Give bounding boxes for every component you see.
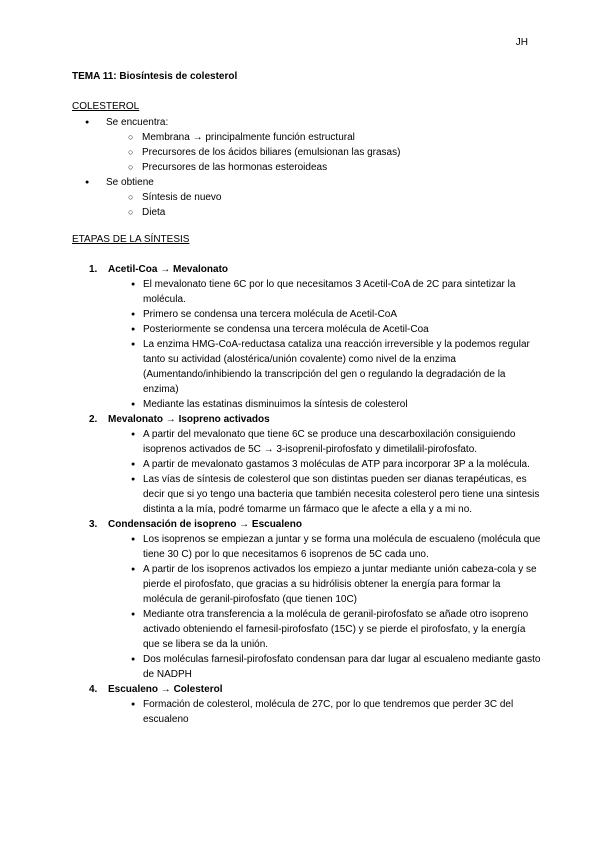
step-bullet: ● Primero se condensa una tercera molécula de Acetil-CoA xyxy=(108,307,542,322)
step-bullets xyxy=(108,532,542,682)
page-title xyxy=(72,71,237,82)
step-item xyxy=(72,262,542,412)
step-number: 3. xyxy=(89,519,98,530)
sublist-item: ○ Dieta xyxy=(106,205,532,220)
step-bullet: ● La enzima HMG-CoA-reductasa cataliza una reacción irreversible y la podemos regular tanto su actividad (alostérica/unión covalente) como nivel de la enzima (Aumentando/inhibiendo la transcripción del gen o regulando la degradación de la enzima) xyxy=(108,337,542,397)
list-item-label: Se obtiene xyxy=(106,177,154,188)
section-heading-etapas: ETAPAS DE LA SÍNTESIS xyxy=(72,234,190,245)
list-item-label: Se encuentra: xyxy=(106,117,169,128)
section-heading-colesterol: COLESTEROL xyxy=(72,101,140,112)
author-initials: JH xyxy=(515,37,528,48)
sublist-item: ○ Precursores de las hormonas esteroideas xyxy=(106,160,532,175)
step-bullet: ● Posteriormente se condensa una tercera molécula de Acetil-Coa xyxy=(108,322,542,337)
step-title: Acetil-Coa → Mevalonato xyxy=(108,264,229,275)
step-number: 2. xyxy=(89,414,98,425)
title-topic-name: Biosíntesis de colesterol xyxy=(116,71,238,82)
step-bullet: ● Mediante otra transferencia a la molécula de geranil-pirofosfato se añade otro isopreno activado obteniendo el farnesil-pirofosfato (15C) y se pierde el pirofosfato, y la energía que se libera se da la unión. xyxy=(108,607,542,652)
sublist-item: ○ Membrana → principalmente función estructural xyxy=(106,130,532,145)
sublist-item: ○ Síntesis de nuevo xyxy=(106,190,532,205)
step-bullet: ● El mevalonato tiene 6C por lo que necesitamos 3 Acetil-CoA de 2C para sintetizar la molécula. xyxy=(108,277,542,307)
step-number: 4. xyxy=(89,684,98,695)
step-bullet: ● Los isoprenos se empiezan a juntar y se forma una molécula de escualeno (molécula que tiene 30 C) por lo que necesitamos 6 isoprenos de 5C cada uno. xyxy=(108,532,542,562)
sublist xyxy=(106,190,532,220)
sublist xyxy=(106,130,532,175)
step-item xyxy=(72,412,542,517)
step-bullet: ● Mediante las estatinas disminuimos la síntesis de colesterol xyxy=(108,397,542,412)
step-bullets xyxy=(108,697,542,727)
step-bullets xyxy=(108,277,542,412)
step-bullet: ● A partir de mevalonato gastamos 3 moléculas de ATP para incorporar 3P a la molécula. xyxy=(108,457,542,472)
step-number: 1. xyxy=(89,264,98,275)
step-title: Condensación de isopreno → Escualeno xyxy=(108,519,302,530)
step-bullet: ● A partir del mevalonato que tiene 6C se produce una descarboxilación consiguiendo isoprenos activados de 5C → 3-isoprenil-pirofosfato y dimetilalil-pirofosfato. xyxy=(108,427,542,457)
step-item xyxy=(72,517,542,682)
step-item xyxy=(72,682,542,727)
title-topic-number: TEMA 11: xyxy=(72,71,117,82)
list-item xyxy=(72,115,532,175)
sublist-item: ○ Precursores de los ácidos biliares (emulsionan las grasas) xyxy=(106,145,532,160)
step-bullet: ● Las vías de síntesis de colesterol que son distintas pueden ser dianas terapéuticas, es decir que si yo tengo una bacteria que también necesita colesterol pero tiene una sintesis distinta a la mía, podré tomarme un fármaco que le afecte a ella y a mi no. xyxy=(108,472,542,517)
step-bullet: ● Formación de colesterol, molécula de 27C, por lo que tendremos que perder 3C del escualeno xyxy=(108,697,542,727)
step-bullet: ● Dos moléculas farnesil-pirofosfato condensan para dar lugar al escualeno mediante gasto de NADPH xyxy=(108,652,542,682)
step-bullet: ● A partir de los isoprenos activados los empiezo a juntar mediante unión cabeza-cola y se pierde el pirofosfato, que gracias a su hidrólisis obtener la energía para formar la molécula de geranil-pirofosfato (que tienen 10C) xyxy=(108,562,542,607)
step-title: Mevalonato → Isopreno activados xyxy=(108,414,270,425)
synthesis-steps-list xyxy=(72,262,542,727)
list-item xyxy=(72,175,532,220)
step-title: Escualeno → Colesterol xyxy=(108,684,223,695)
step-bullets xyxy=(108,427,542,517)
colesterol-list xyxy=(72,115,532,220)
